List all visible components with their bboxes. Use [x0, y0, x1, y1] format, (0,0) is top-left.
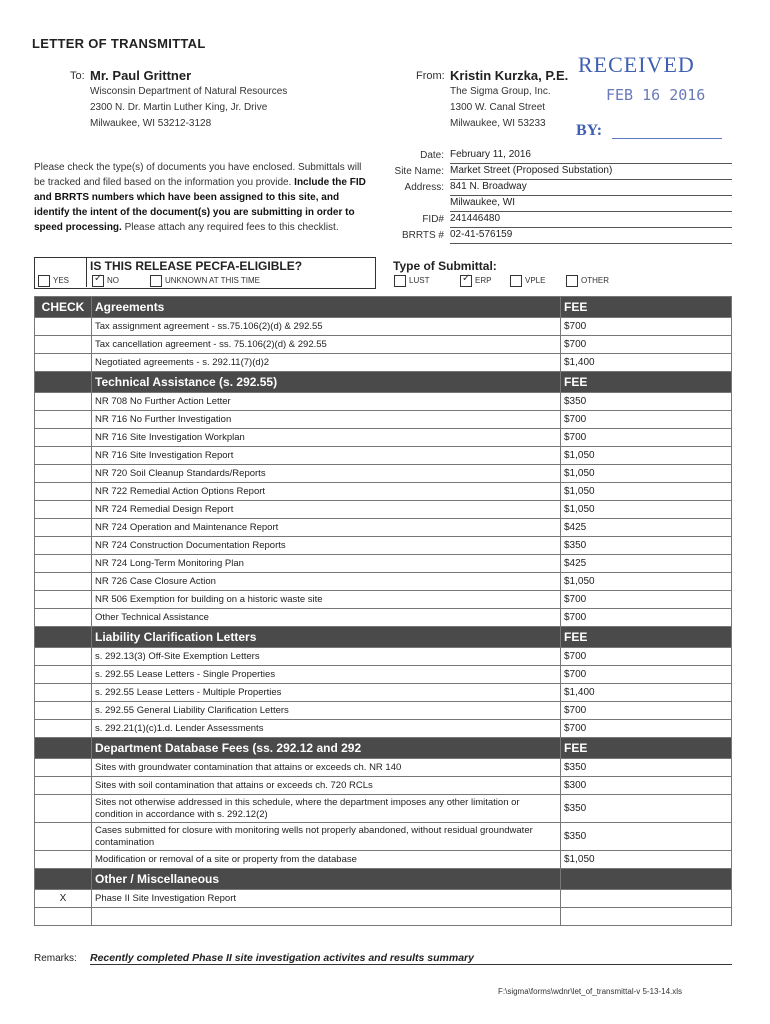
- submittal-vple-label: VPLE: [525, 276, 546, 286]
- section-fee-label: [561, 869, 732, 890]
- row-fee: $350: [561, 393, 732, 411]
- table-row: [35, 465, 732, 483]
- row-description: Tax cancellation agreement - ss. 75.106(2)(d) & 292.55: [92, 336, 561, 354]
- table-row: [35, 519, 732, 537]
- from-address: [450, 84, 551, 132]
- instructions-part3: Please attach any required fees to this checklist.: [121, 222, 339, 233]
- table-row: [35, 823, 732, 851]
- row-check-cell[interactable]: [35, 393, 92, 411]
- date-label: Date:: [420, 150, 444, 161]
- row-fee: $700: [561, 648, 732, 666]
- table-row: [35, 777, 732, 795]
- row-fee: $700: [561, 429, 732, 447]
- from-address-line: 1300 W. Canal Street: [450, 102, 546, 113]
- section-check-label: [35, 738, 92, 759]
- row-description: NR 726 Case Closure Action: [92, 573, 561, 591]
- fee-table: [34, 296, 732, 926]
- submittal-lust-option[interactable]: [394, 275, 429, 287]
- checkbox-icon[interactable]: [566, 275, 578, 287]
- row-fee: $1,050: [561, 483, 732, 501]
- submittal-erp-option[interactable]: [460, 275, 491, 287]
- document-title: LETTER OF TRANSMITTAL: [32, 36, 206, 51]
- row-fee: $700: [561, 318, 732, 336]
- section-title: Agreements: [92, 297, 561, 318]
- row-description: Cases submitted for closure with monitoring wells not properly abandoned, without residual groundwater contamination: [92, 823, 561, 851]
- pecfa-divider: [86, 257, 87, 287]
- section-title: Other / Miscellaneous: [92, 869, 561, 890]
- row-check-cell[interactable]: [35, 648, 92, 666]
- row-description: Other Technical Assistance: [92, 609, 561, 627]
- row-fee: $350: [561, 823, 732, 851]
- table-row: [35, 720, 732, 738]
- section-fee-label: FEE: [561, 627, 732, 648]
- received-by-stamp: BY:: [576, 122, 603, 139]
- table-row: [35, 890, 732, 908]
- row-fee: $1,050: [561, 501, 732, 519]
- section-header: [35, 372, 732, 393]
- checkbox-icon[interactable]: [38, 275, 50, 287]
- instructions-part1: Please check the type(s) of documents you have enclosed. Submittals will be tracked and filed based on the information you provide.: [34, 162, 362, 188]
- row-check-cell[interactable]: [35, 591, 92, 609]
- checkbox-icon[interactable]: [150, 275, 162, 287]
- section-header: [35, 627, 732, 648]
- row-check-cell[interactable]: [35, 336, 92, 354]
- row-fee: $700: [561, 411, 732, 429]
- row-check-cell[interactable]: [35, 851, 92, 869]
- to-address-line: 2300 N. Dr. Martin Luther King, Jr. Drive: [90, 102, 268, 113]
- received-date-stamp: FEB 16 2016: [606, 86, 706, 104]
- row-check-cell[interactable]: [35, 684, 92, 702]
- address-field-2[interactable]: Milwaukee, WI: [450, 197, 732, 212]
- to-name: Mr. Paul Grittner: [90, 68, 192, 83]
- brrts-label: BRRTS #: [401, 230, 444, 241]
- pecfa-yes-label: YES: [53, 276, 70, 286]
- row-description: NR 708 No Further Action Letter: [92, 393, 561, 411]
- section-fee-label: FEE: [561, 738, 732, 759]
- row-fee: [561, 890, 732, 908]
- row-description: NR 506 Exemption for building on a historic waste site: [92, 591, 561, 609]
- submittal-erp-label: ERP: [475, 276, 492, 286]
- row-check-cell[interactable]: [35, 573, 92, 591]
- table-row: [35, 591, 732, 609]
- row-fee: $1,050: [561, 465, 732, 483]
- checkbox-checked-icon[interactable]: [92, 275, 104, 287]
- table-row: [35, 702, 732, 720]
- from-address-line: The Sigma Group, Inc.: [450, 86, 551, 97]
- row-description: Negotiated agreements - s. 292.11(7)(d)2: [92, 354, 561, 372]
- submittal-type-label: Type of Submittal:: [393, 259, 497, 273]
- from-label: From:: [416, 70, 445, 82]
- to-address: [90, 84, 287, 132]
- row-check-cell[interactable]: [35, 908, 92, 926]
- row-check-cell[interactable]: [35, 720, 92, 738]
- table-row: [35, 684, 732, 702]
- table-row: [35, 795, 732, 823]
- table-row: [35, 354, 732, 372]
- footer-file-path: F:\sigma\forms\wdnr\let_of_transmittal-v 5-13-14.xls: [498, 987, 683, 996]
- table-row: [35, 666, 732, 684]
- row-description: NR 724 Operation and Maintenance Report: [92, 519, 561, 537]
- row-fee: $700: [561, 591, 732, 609]
- row-description: s. 292.13(3) Off-Site Exemption Letters: [92, 648, 561, 666]
- row-description: NR 724 Construction Documentation Reports: [92, 537, 561, 555]
- pecfa-yes-option[interactable]: [38, 275, 69, 287]
- row-check-cell[interactable]: [35, 759, 92, 777]
- brrts-field[interactable]: 02-41-576159: [450, 229, 732, 244]
- row-check-cell[interactable]: [35, 795, 92, 823]
- address-label: Address:: [404, 182, 444, 193]
- row-check-cell[interactable]: [35, 702, 92, 720]
- instructions-part2: Include the FID and BRRTS numbers which have been assigned to this site, and identify the intent of the document(s) you are submitting in order to speed processing.: [34, 177, 366, 233]
- table-row: [35, 851, 732, 869]
- section-header: [35, 869, 732, 890]
- section-check-label: [35, 869, 92, 890]
- section-check-label: CHECK: [35, 297, 92, 318]
- row-fee: $1,400: [561, 354, 732, 372]
- row-check-cell[interactable]: [35, 447, 92, 465]
- table-row: [35, 759, 732, 777]
- table-row: [35, 501, 732, 519]
- submittal-vple-option[interactable]: [510, 275, 545, 287]
- row-check-cell[interactable]: [35, 519, 92, 537]
- row-check-cell[interactable]: [35, 501, 92, 519]
- table-row: [35, 908, 732, 926]
- row-check-cell[interactable]: [35, 354, 92, 372]
- checkbox-icon[interactable]: [394, 275, 406, 287]
- row-description: s. 292.21(1)(c)1.d. Lender Assessments: [92, 720, 561, 738]
- table-row: [35, 318, 732, 336]
- to-address-line: Wisconsin Department of Natural Resources: [90, 86, 288, 97]
- pecfa-no-option[interactable]: [92, 275, 119, 287]
- row-fee: $1,050: [561, 851, 732, 869]
- row-check-cell[interactable]: [35, 411, 92, 429]
- address-field[interactable]: 841 N. Broadway: [450, 181, 732, 196]
- table-row: [35, 483, 732, 501]
- section-title: Technical Assistance (s. 292.55): [92, 372, 561, 393]
- to-label: To:: [70, 70, 85, 82]
- row-fee: [561, 908, 732, 926]
- section-check-label: [35, 372, 92, 393]
- checkbox-icon[interactable]: [510, 275, 522, 287]
- from-address-line: Milwaukee, WI 53233: [450, 118, 546, 129]
- table-row: [35, 429, 732, 447]
- section-header: [35, 297, 732, 318]
- row-check-cell[interactable]: X: [35, 890, 92, 908]
- row-description: NR 724 Remedial Design Report: [92, 501, 561, 519]
- row-check-cell[interactable]: [35, 777, 92, 795]
- from-name: Kristin Kurzka, P.E.: [450, 68, 569, 83]
- row-description: NR 720 Soil Cleanup Standards/Reports: [92, 465, 561, 483]
- pecfa-question: IS THIS RELEASE PECFA-ELIGIBLE?: [90, 259, 303, 273]
- row-fee: $350: [561, 537, 732, 555]
- row-check-cell[interactable]: [35, 465, 92, 483]
- row-description: Sites with groundwater contamination that attains or exceeds ch. NR 140: [92, 759, 561, 777]
- checkbox-checked-icon[interactable]: [460, 275, 472, 287]
- remarks-label: Remarks:: [34, 953, 77, 964]
- table-row: [35, 648, 732, 666]
- row-check-cell[interactable]: [35, 555, 92, 573]
- table-row: [35, 336, 732, 354]
- table-row: [35, 537, 732, 555]
- row-description: Sites not otherwise addressed in this schedule, where the department imposes any other limitation or condition in accordance with s. 292.12(2): [92, 795, 561, 823]
- row-description: s. 292.55 Lease Letters - Multiple Properties: [92, 684, 561, 702]
- row-fee: $700: [561, 666, 732, 684]
- row-description: Tax assignment agreement - ss.75.106(2)(d) & 292.55: [92, 318, 561, 336]
- row-description: NR 722 Remedial Action Options Report: [92, 483, 561, 501]
- table-row: [35, 393, 732, 411]
- submittal-other-label: OTHER: [581, 276, 609, 286]
- row-fee: $700: [561, 702, 732, 720]
- table-row: [35, 555, 732, 573]
- site-name-label: Site Name:: [394, 166, 444, 177]
- row-description: NR 716 Site Investigation Workplan: [92, 429, 561, 447]
- row-description: [92, 908, 561, 926]
- row-description: Sites with soil contamination that attains or exceeds ch. 720 RCLs: [92, 777, 561, 795]
- row-description: s. 292.55 General Liability Clarification Letters: [92, 702, 561, 720]
- row-fee: $1,050: [561, 447, 732, 465]
- fid-field[interactable]: 241446480: [450, 213, 732, 228]
- row-fee: $300: [561, 777, 732, 795]
- section-check-label: [35, 627, 92, 648]
- section-header: [35, 738, 732, 759]
- row-check-cell[interactable]: [35, 483, 92, 501]
- row-fee: $1,400: [561, 684, 732, 702]
- pecfa-unknown-label: UNKNOWN AT THIS TIME: [165, 276, 260, 286]
- row-check-cell[interactable]: [35, 666, 92, 684]
- row-description: NR 716 No Further Investigation: [92, 411, 561, 429]
- row-description: NR 716 Site Investigation Report: [92, 447, 561, 465]
- submittal-lust-label: LUST: [409, 276, 430, 286]
- row-fee: $1,050: [561, 573, 732, 591]
- row-fee: $700: [561, 336, 732, 354]
- table-row: [35, 609, 732, 627]
- table-row: [35, 447, 732, 465]
- row-fee: $700: [561, 720, 732, 738]
- row-check-cell[interactable]: [35, 823, 92, 851]
- table-row: [35, 573, 732, 591]
- remarks-field[interactable]: Recently completed Phase II site investigation activites and results summary: [90, 952, 732, 965]
- received-by-line: [612, 138, 722, 139]
- pecfa-unknown-option[interactable]: [150, 275, 260, 287]
- fid-label: FID#: [422, 214, 444, 225]
- row-fee: $425: [561, 555, 732, 573]
- row-check-cell[interactable]: [35, 537, 92, 555]
- section-title: Department Database Fees (ss. 292.12 and 292: [92, 738, 561, 759]
- row-check-cell[interactable]: [35, 318, 92, 336]
- submittal-other-option[interactable]: [566, 275, 609, 287]
- table-row: [35, 411, 732, 429]
- row-description: s. 292.55 Lease Letters - Single Properties: [92, 666, 561, 684]
- row-check-cell[interactable]: [35, 429, 92, 447]
- pecfa-no-label: NO: [107, 276, 119, 286]
- site-name-field[interactable]: Market Street (Proposed Substation): [450, 165, 732, 180]
- row-check-cell[interactable]: [35, 609, 92, 627]
- section-title: Liability Clarification Letters: [92, 627, 561, 648]
- row-fee: $700: [561, 609, 732, 627]
- row-fee: $350: [561, 759, 732, 777]
- row-fee: $425: [561, 519, 732, 537]
- section-fee-label: FEE: [561, 297, 732, 318]
- row-fee: $350: [561, 795, 732, 823]
- row-description: NR 724 Long-Term Monitoring Plan: [92, 555, 561, 573]
- instructions: [34, 160, 374, 235]
- row-description: Modification or removal of a site or property from the database: [92, 851, 561, 869]
- row-description: Phase II Site Investigation Report: [92, 890, 561, 908]
- date-field[interactable]: February 11, 2016: [450, 149, 732, 164]
- to-address-line: Milwaukee, WI 53212-3128: [90, 118, 212, 129]
- section-fee-label: FEE: [561, 372, 732, 393]
- received-stamp: RECEIVED: [578, 52, 695, 77]
